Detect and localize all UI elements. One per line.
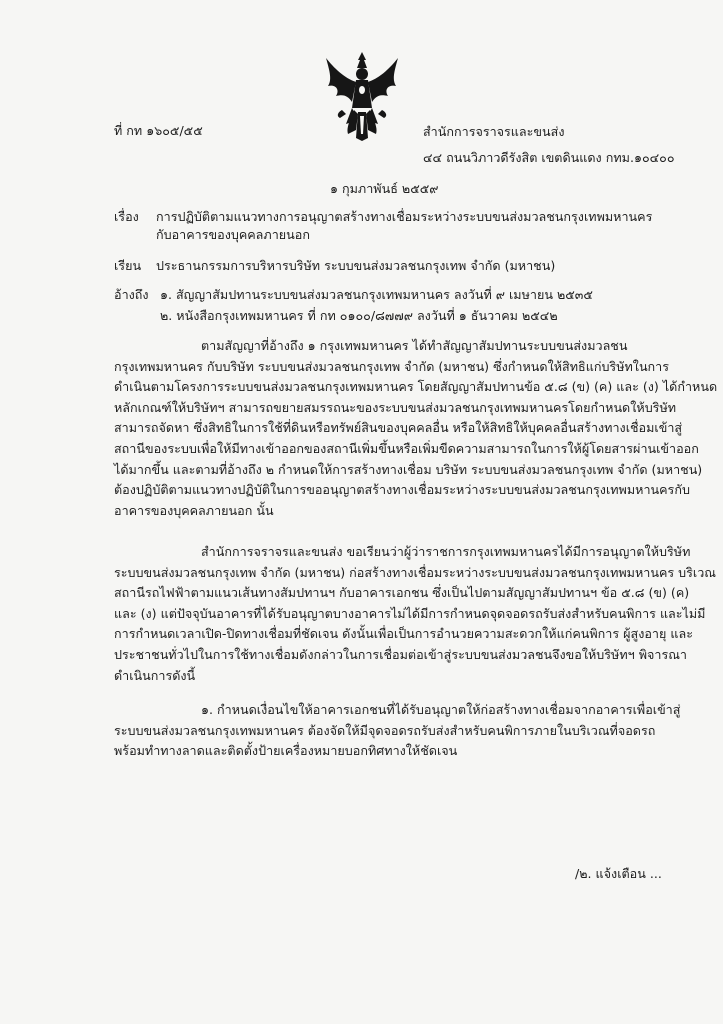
paragraph-line: กรุงเทพมหานคร กับบริษัท ระบบขนส่งมวลชนกรุงเทพ จำกัด (มหาชน) ซึ่งกำหนดให้สิทธิแก่บริษัทในการ xyxy=(114,358,670,374)
reference-number: ที่ กท ๑๖๐๕/๕๕ xyxy=(114,123,203,138)
paragraph-line: ๑. กำหนดเงื่อนไขให้อาคารเอกชนที่ได้รับอนุญาตให้ก่อสร้างทางเชื่อมจากอาคารเพื่อเข้าสู่ xyxy=(201,702,681,717)
office-name: สำนักการจราจรและขนส่ง xyxy=(423,124,565,139)
recipient-label: เรียน xyxy=(114,258,142,273)
office-address: ๔๔ ถนนวิภาวดีรังสิต เขตดินแดง กทม.๑๐๔๐๐ xyxy=(423,150,675,165)
paragraph-line: ประชาชนทั่วไปในการใช้ทางเชื่อมดังกล่าวในการเชื่อมต่อเข้าสู่ระบบขนส่งมวลชนจึงขอให้บริษัทฯ พิจารณา xyxy=(114,646,687,662)
paragraph-line: ระบบขนส่งมวลชนกรุงเทพมหานคร ต้องจัดให้มีจุดจอดรถรับส่งสำหรับคนพิการภายในบริเวณที่จอดรถ xyxy=(114,722,656,738)
paragraph-line: ได้มากขึ้น และตามที่อ้างถึง ๒ กำหนดให้การสร้างทางเชื่อม บริษัท ระบบขนส่งมวลชนกรุงเทพ จำกัด (มหาชน) xyxy=(114,461,703,477)
reference-item-2: ๒. หนังสือกรุงเทพมหานคร ที่ กท ๐๑๐๐/๘๗๗๙ ลงวันที่ ๑ ธันวาคม ๒๕๔๒ xyxy=(160,308,558,323)
subject-label: เรื่อง xyxy=(114,209,139,224)
paragraph-line: สถานีรถไฟฟ้าตามแนวเส้นทางสัมปทานฯ กับอาคารเอกชน ซึ่งเป็นไปตามสัญญาสัมปทานฯ ข้อ ๕.๘ (ข) (ค) xyxy=(114,585,690,601)
paragraph-line: ระบบขนส่งมวลชนกรุงเทพ จำกัด (มหาชน) ก่อสร้างทางเชื่อมระหว่างระบบขนส่งมวลชนกรุงเทพมหานคร บริเวณ xyxy=(114,564,716,580)
paragraph-line: พร้อมทำทางลาดและติดตั้งป้ายเครื่องหมายบอกทิศทางให้ชัดเจน xyxy=(114,743,458,759)
paragraph-line: สามารถจัดหา ซึ่งสิทธิในการใช้ที่ดินหรือทรัพย์สินของบุคคลอื่น หรือให้สิทธิให้บุคคลอื่นสร้างทางเชื่อมเข้าสู่ xyxy=(114,420,683,436)
subject-line-2: กับอาคารของบุคคลภายนอก xyxy=(156,227,310,242)
recipient-text: ประธานกรรมการบริหารบริษัท ระบบขนส่งมวลชนกรุงเทพ จำกัด (มหาชน) xyxy=(156,258,556,273)
paragraph-line: ดำเนินตามโครงการระบบขนส่งมวลชนกรุงเทพมหานคร โดยสัญญาสัมปทานข้อ ๕.๘ (ข) (ค) และ (ง) ได้กำหนด xyxy=(114,379,718,395)
document-date: ๑ กุมภาพันธ์ ๒๕๕๙ xyxy=(330,181,439,196)
paragraph-line: การกำหนดเวลาเปิด-ปิดทางเชื่อมที่ชัดเจน ดังนั้นเพื่อเป็นการอำนวยความสะดวกให้แก่คนพิการ ผู้สูงอายุ และ xyxy=(114,626,693,642)
paragraph-line: ดำเนินการดังนี้ xyxy=(114,667,196,683)
paragraph-line: อาคารของบุคคลภายนอก นั้น xyxy=(114,502,274,518)
subject-line-1: การปฏิบัติตามแนวทางการอนุญาตสร้างทางเชื่อมระหว่างระบบขนส่งมวลชนกรุงเทพมหานคร xyxy=(156,209,653,224)
garuda-emblem-icon xyxy=(322,50,402,142)
paragraph-line: ต้องปฏิบัติตามแนวทางปฏิบัติในการขออนุญาตสร้างทางเชื่อมระหว่างระบบขนส่งมวลชนกรุงเทพมหานครกับ xyxy=(114,482,690,498)
reference-item-1: ๑. สัญญาสัมปทานระบบขนส่งมวลชนกรุงเทพมหานคร ลงวันที่ ๙ เมษายน ๒๕๓๕ xyxy=(160,287,593,302)
paragraph-line: ตามสัญญาที่อ้างถึง ๑ กรุงเทพมหานคร ได้ทำสัญญาสัมปทานระบบขนส่งมวลชน xyxy=(201,338,628,353)
continuation-note: /๒. แจ้งเตือน ... xyxy=(575,866,662,881)
paragraph-line: และ (ง) แต่ปัจจุบันอาคารที่ได้รับอนุญาตบางอาคารไม่ได้มีการกำหนดจุดจอดรถรับส่งสำหรับคนพิการ และไม่มี xyxy=(114,605,706,621)
references-label: อ้างถึง xyxy=(114,287,149,302)
paragraph-1 xyxy=(114,336,717,521)
paragraph-line: สถานีของระบบเพื่อให้มีทางเข้าออกของสถานีเพิ่มขึ้นหรือเพิ่มขีดความสามารถในการให้ผู้โดยสารผ่านเข้าออก xyxy=(114,440,699,456)
paragraph-2 xyxy=(114,542,716,686)
paragraph-3 xyxy=(114,700,680,762)
paragraph-line: สำนักการจราจรและขนส่ง ขอเรียนว่าผู้ว่าราชการกรุงเทพมหานครได้มีการอนุญาตให้บริษัท xyxy=(201,544,691,559)
paragraph-line: หลักเกณฑ์ให้บริษัทฯ สามารถขยายสมรรถนะของระบบขนส่งมวลชนกรุงเทพมหานครโดยกำหนดให้บริษัท xyxy=(114,399,677,415)
